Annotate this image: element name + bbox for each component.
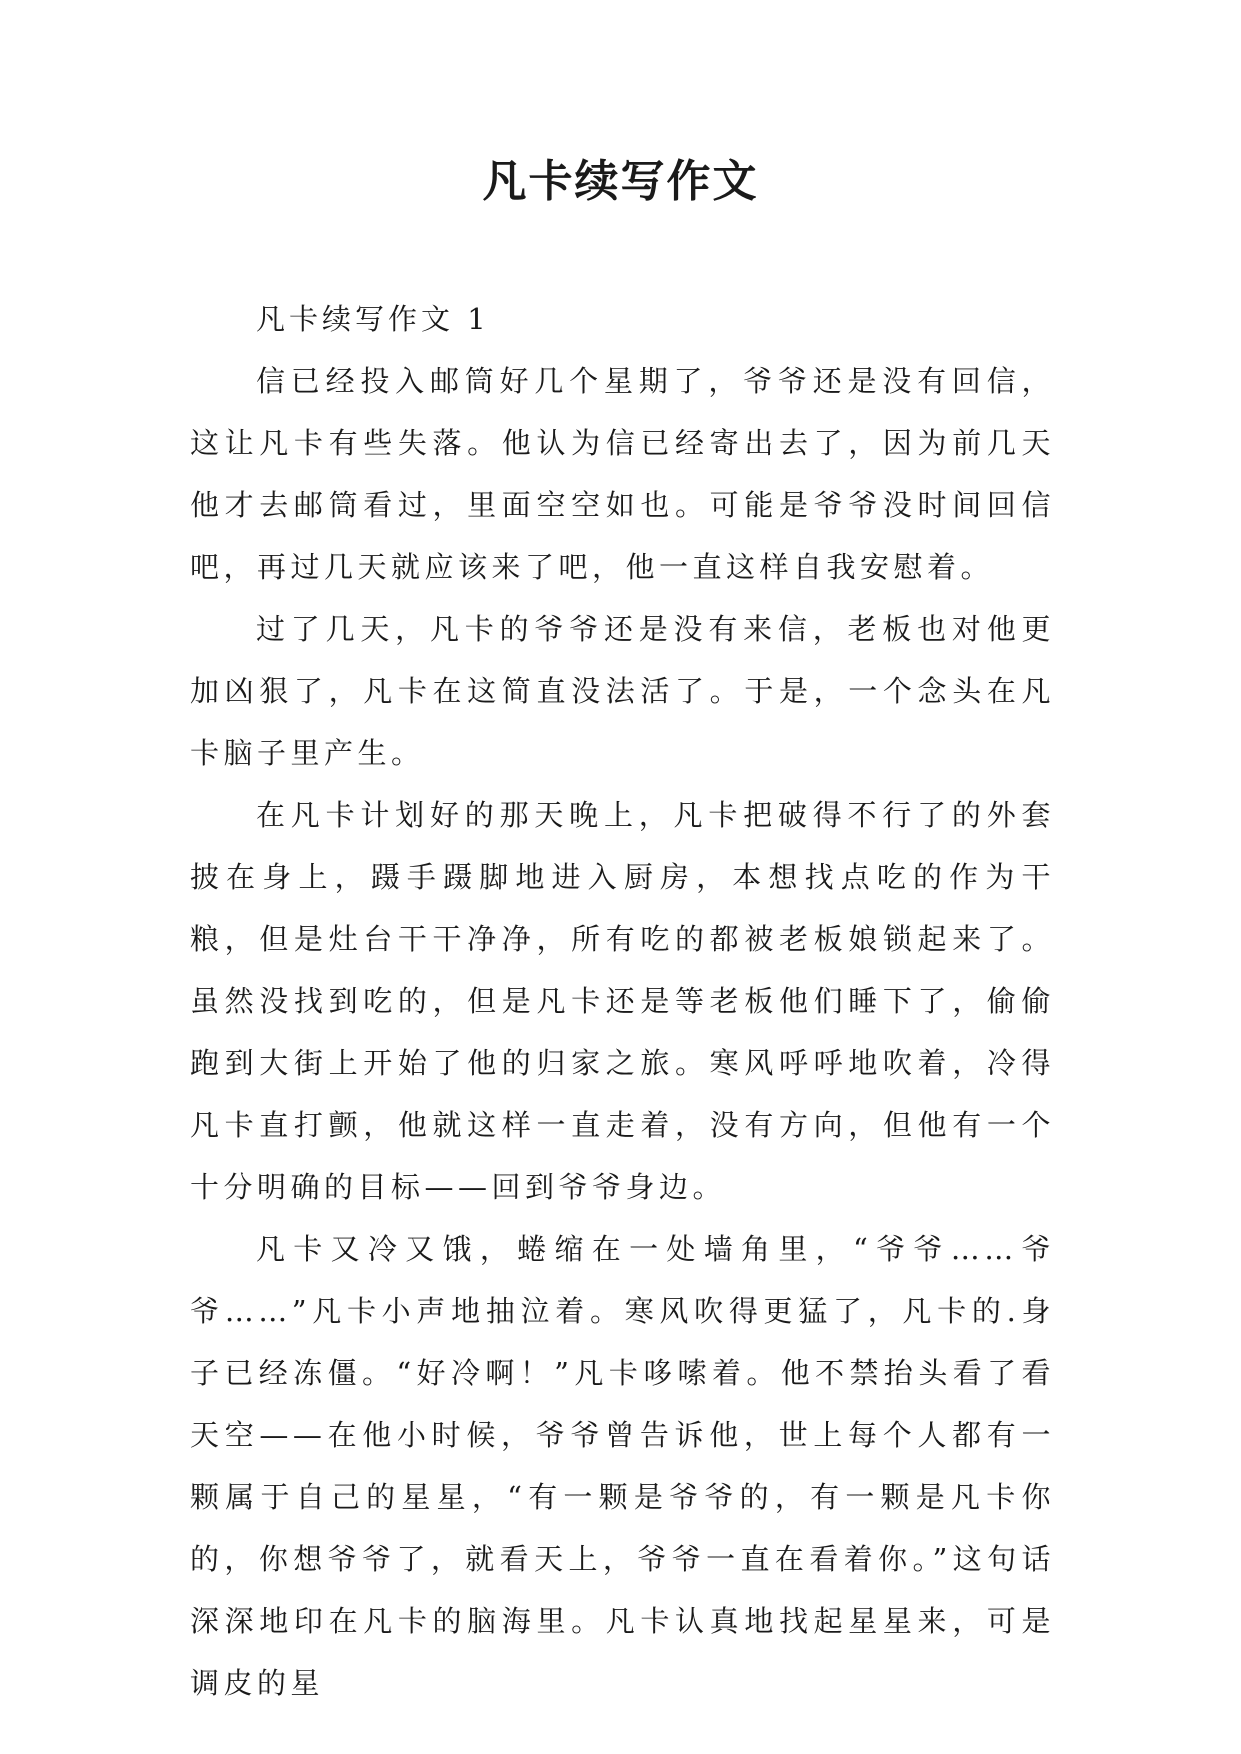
paragraph-2: 过了几天，凡卡的爷爷还是没有来信，老板也对他更加凶狠了，凡卡在这简直没法活了。于是，一个念头在凡卡脑子里产生。 (190, 612, 1055, 770)
section-heading: 凡卡续写作文 1 (256, 302, 490, 336)
paragraph-3: 在凡卡计划好的那天晚上，凡卡把破得不行了的外套披在身上，蹑手蹑脚地进入厨房，本想找点吃的作为干粮，但是灶台干干净净，所有吃的都被老板娘锁起来了。虽然没找到吃的，但是凡卡还是等老板他们睡下了，偷偷跑到大街上开始了他的归家之旅。寒风呼呼地吹着，冷得凡卡直打颤，他就这样一直走着，没有方向，但他有一个十分明确的目标——回到爷爷身边。 (190, 798, 1055, 1204)
document-title: 凡卡续写作文 (482, 156, 759, 207)
document-body (190, 288, 1055, 1714)
paragraph-1: 信已经投入邮筒好几个星期了，爷爷还是没有回信，这让凡卡有些失落。他认为信已经寄出去了，因为前几天他才去邮筒看过，里面空空如也。可能是爷爷没时间回信吧，再过几天就应该来了吧，他一直这样自我安慰着。 (190, 364, 1055, 584)
paragraph-4: 凡卡又冷又饿，蜷缩在一处墙角里，“爷爷……爷爷……”凡卡小声地抽泣着。寒风吹得更猛了，凡卡的.身子已经冻僵。“好冷啊！”凡卡哆嗦着。他不禁抬头看了看天空——在他小时候，爷爷曾告诉他，世上每个人都有一颗属于自己的星星，“有一颗是爷爷的，有一颗是凡卡你的，你想爷爷了，就看天上，爷爷一直在看着你。”这句话深深地印在凡卡的脑海里。凡卡认真地找起星星来，可是调皮的星 (190, 1232, 1055, 1700)
